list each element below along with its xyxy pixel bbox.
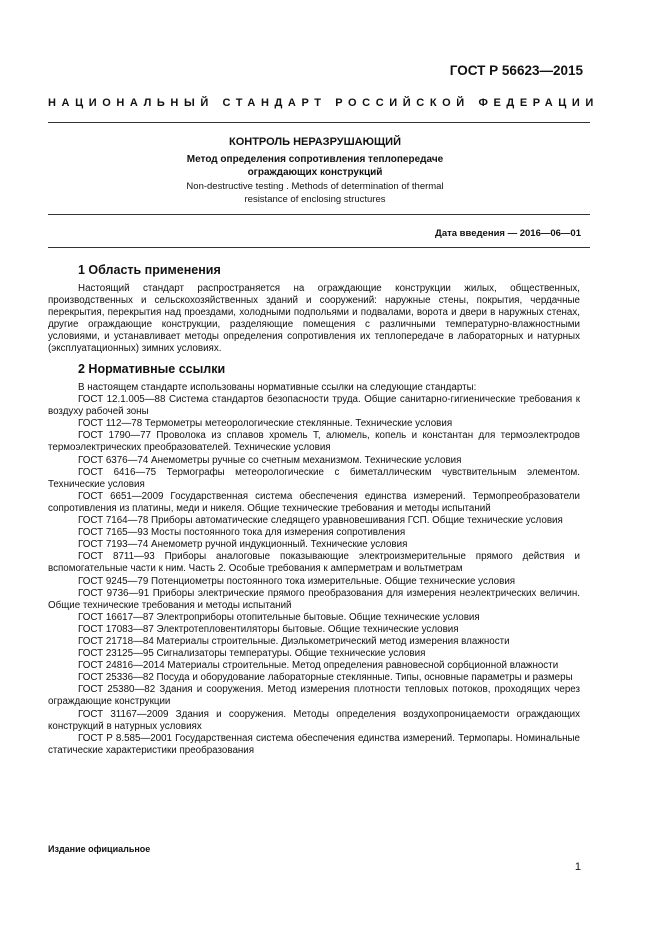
reference-item: ГОСТ 8711—93 Приборы аналоговые показывающие электроизмерительные прямого действия и вспомогательные части к ним. Часть 2. Особые требования к амперметрам и вольтметрам (48, 551, 580, 575)
section-1-body (48, 283, 580, 356)
reference-item: ГОСТ 12.1.005—88 Система стандартов безопасности труда. Общие санитарно-гигиенические требования к воздуху рабочей зоны (48, 394, 580, 418)
reference-item: ГОСТ 21718—84 Материалы строительные. Диэлькометрический метод измерения влажности (78, 635, 510, 647)
reference-item: ГОСТ 9245—79 Потенциометры постоянного тока измерительные. Общие технические условия (78, 575, 516, 587)
section-2-heading: 2 Нормативные ссылки (78, 362, 226, 376)
reference-item: ГОСТ 24816—2014 Материалы строительные. Метод определения равновесной сорбционной влажности (78, 660, 559, 672)
english-title-line-1: Non-destructive testing . Methods of determination of thermal (186, 181, 444, 192)
reference-item: ГОСТ 7193—74 Анемометр ручной индукционный. Технические условия (78, 539, 408, 551)
official-edition-label: Издание официальное (48, 844, 151, 854)
title-divider (48, 214, 590, 215)
reference-item: ГОСТ 6376—74 Анемометры ручные со счетным механизмом. Технические условия (78, 454, 462, 466)
reference-item: ГОСТ 25336—82 Посуда и оборудование лабораторные стеклянные. Типы, основные параметры и размеры (78, 672, 573, 684)
reference-item: ГОСТ 9736—91 Приборы электрические прямого преобразования для измерения неэлектрических величин. Общие технические требования и методы испытаний (48, 587, 580, 611)
reference-item: ГОСТ 112—78 Термометры метеорологические стеклянные. Технические условия (78, 418, 453, 430)
reference-list (48, 394, 580, 757)
introduction-date: Дата введения — 2016—06—01 (435, 228, 581, 239)
document-title: КОНТРОЛЬ НЕРАЗРУШАЮЩИЙ (229, 136, 401, 148)
section-1-paragraph: Настоящий стандарт распространяется на ограждающие конструкции жилых, общественных, производственных и сельскохозяйственных зданий и сооружений: наружные стены, покрытия, чердачные перекрытия, перекрытия над проездами, холодными подпольями и подвалами, ворота и двери в наружных стенах, другие ограждающие конструкции, разделяющие помещения с различными температурно-влажностными условиями, и устанавливает методы определения сопротивления их теплопередаче в лабораторных и натурных (эксплуатационных) зимних условиях. (48, 283, 580, 355)
subtitle-line-1: Метод определения сопротивления теплопередаче (186, 154, 444, 165)
standard-number: ГОСТ Р 56623—2015 (449, 63, 583, 78)
reference-item: ГОСТ 6416—75 Термографы метеорологические с биметаллическим чувствительным элементом. Технические условия (48, 466, 580, 490)
reference-item: ГОСТ 25380—82 Здания и сооружения. Метод измерения плотности тепловых потоков, проходящих через ограждающие конструкции (48, 684, 580, 708)
reference-item: ГОСТ 1790—77 Проволока из сплавов хромель Т, алюмель, копель и константан для термоэлектродов термоэлектрических преобразователей. Технические условия (48, 430, 580, 454)
reference-item: ГОСТ 23125—95 Сигнализаторы температуры. Общие технические условия (78, 648, 426, 660)
document-subtitle (100, 153, 530, 179)
english-title (100, 181, 530, 206)
reference-item: ГОСТ Р 8.585—2001 Государственная система обеспечения единства измерений. Термопары. Номинальные статические характеристики преобразования (48, 732, 580, 756)
reference-item: ГОСТ 7165—93 Мосты постоянного тока для измерения сопротивления (78, 527, 406, 539)
reference-item: ГОСТ 6651—2009 Государственная система обеспечения единства измерений. Термопреобразователи сопротивления из платины, меди и никеля. Общие технические требования и методы испытаний (48, 490, 580, 514)
date-divider (48, 247, 590, 248)
section-2-intro: В настоящем стандарте использованы нормативные ссылки на следующие стандарты: (78, 382, 477, 393)
reference-item: ГОСТ 16617—87 Электроприборы отопительные бытовые. Общие технические условия (78, 611, 480, 623)
reference-item: ГОСТ 17083—87 Электротепловентиляторы бытовые. Общие технические условия (78, 623, 459, 635)
header-divider (48, 122, 590, 123)
section-1-heading: 1 Область применения (78, 263, 221, 277)
reference-item: ГОСТ 7164—78 Приборы автоматические следящего уравновешивания ГСП. Общие технические условия (78, 515, 563, 527)
section-2-body (48, 382, 580, 757)
subtitle-line-2: ограждающих конструкций (247, 167, 383, 178)
reference-item: ГОСТ 31167—2009 Здания и сооружения. Методы определения воздухопроницаемости ограждающих конструкций в натурных условиях (48, 708, 580, 732)
page-number: 1 (574, 861, 581, 873)
national-standard-heading: НАЦИОНАЛЬНЫЙ СТАНДАРТ РОССИЙСКОЙ ФЕДЕРАЦИИ (48, 97, 599, 109)
english-title-line-2: resistance of enclosing structures (244, 193, 386, 205)
